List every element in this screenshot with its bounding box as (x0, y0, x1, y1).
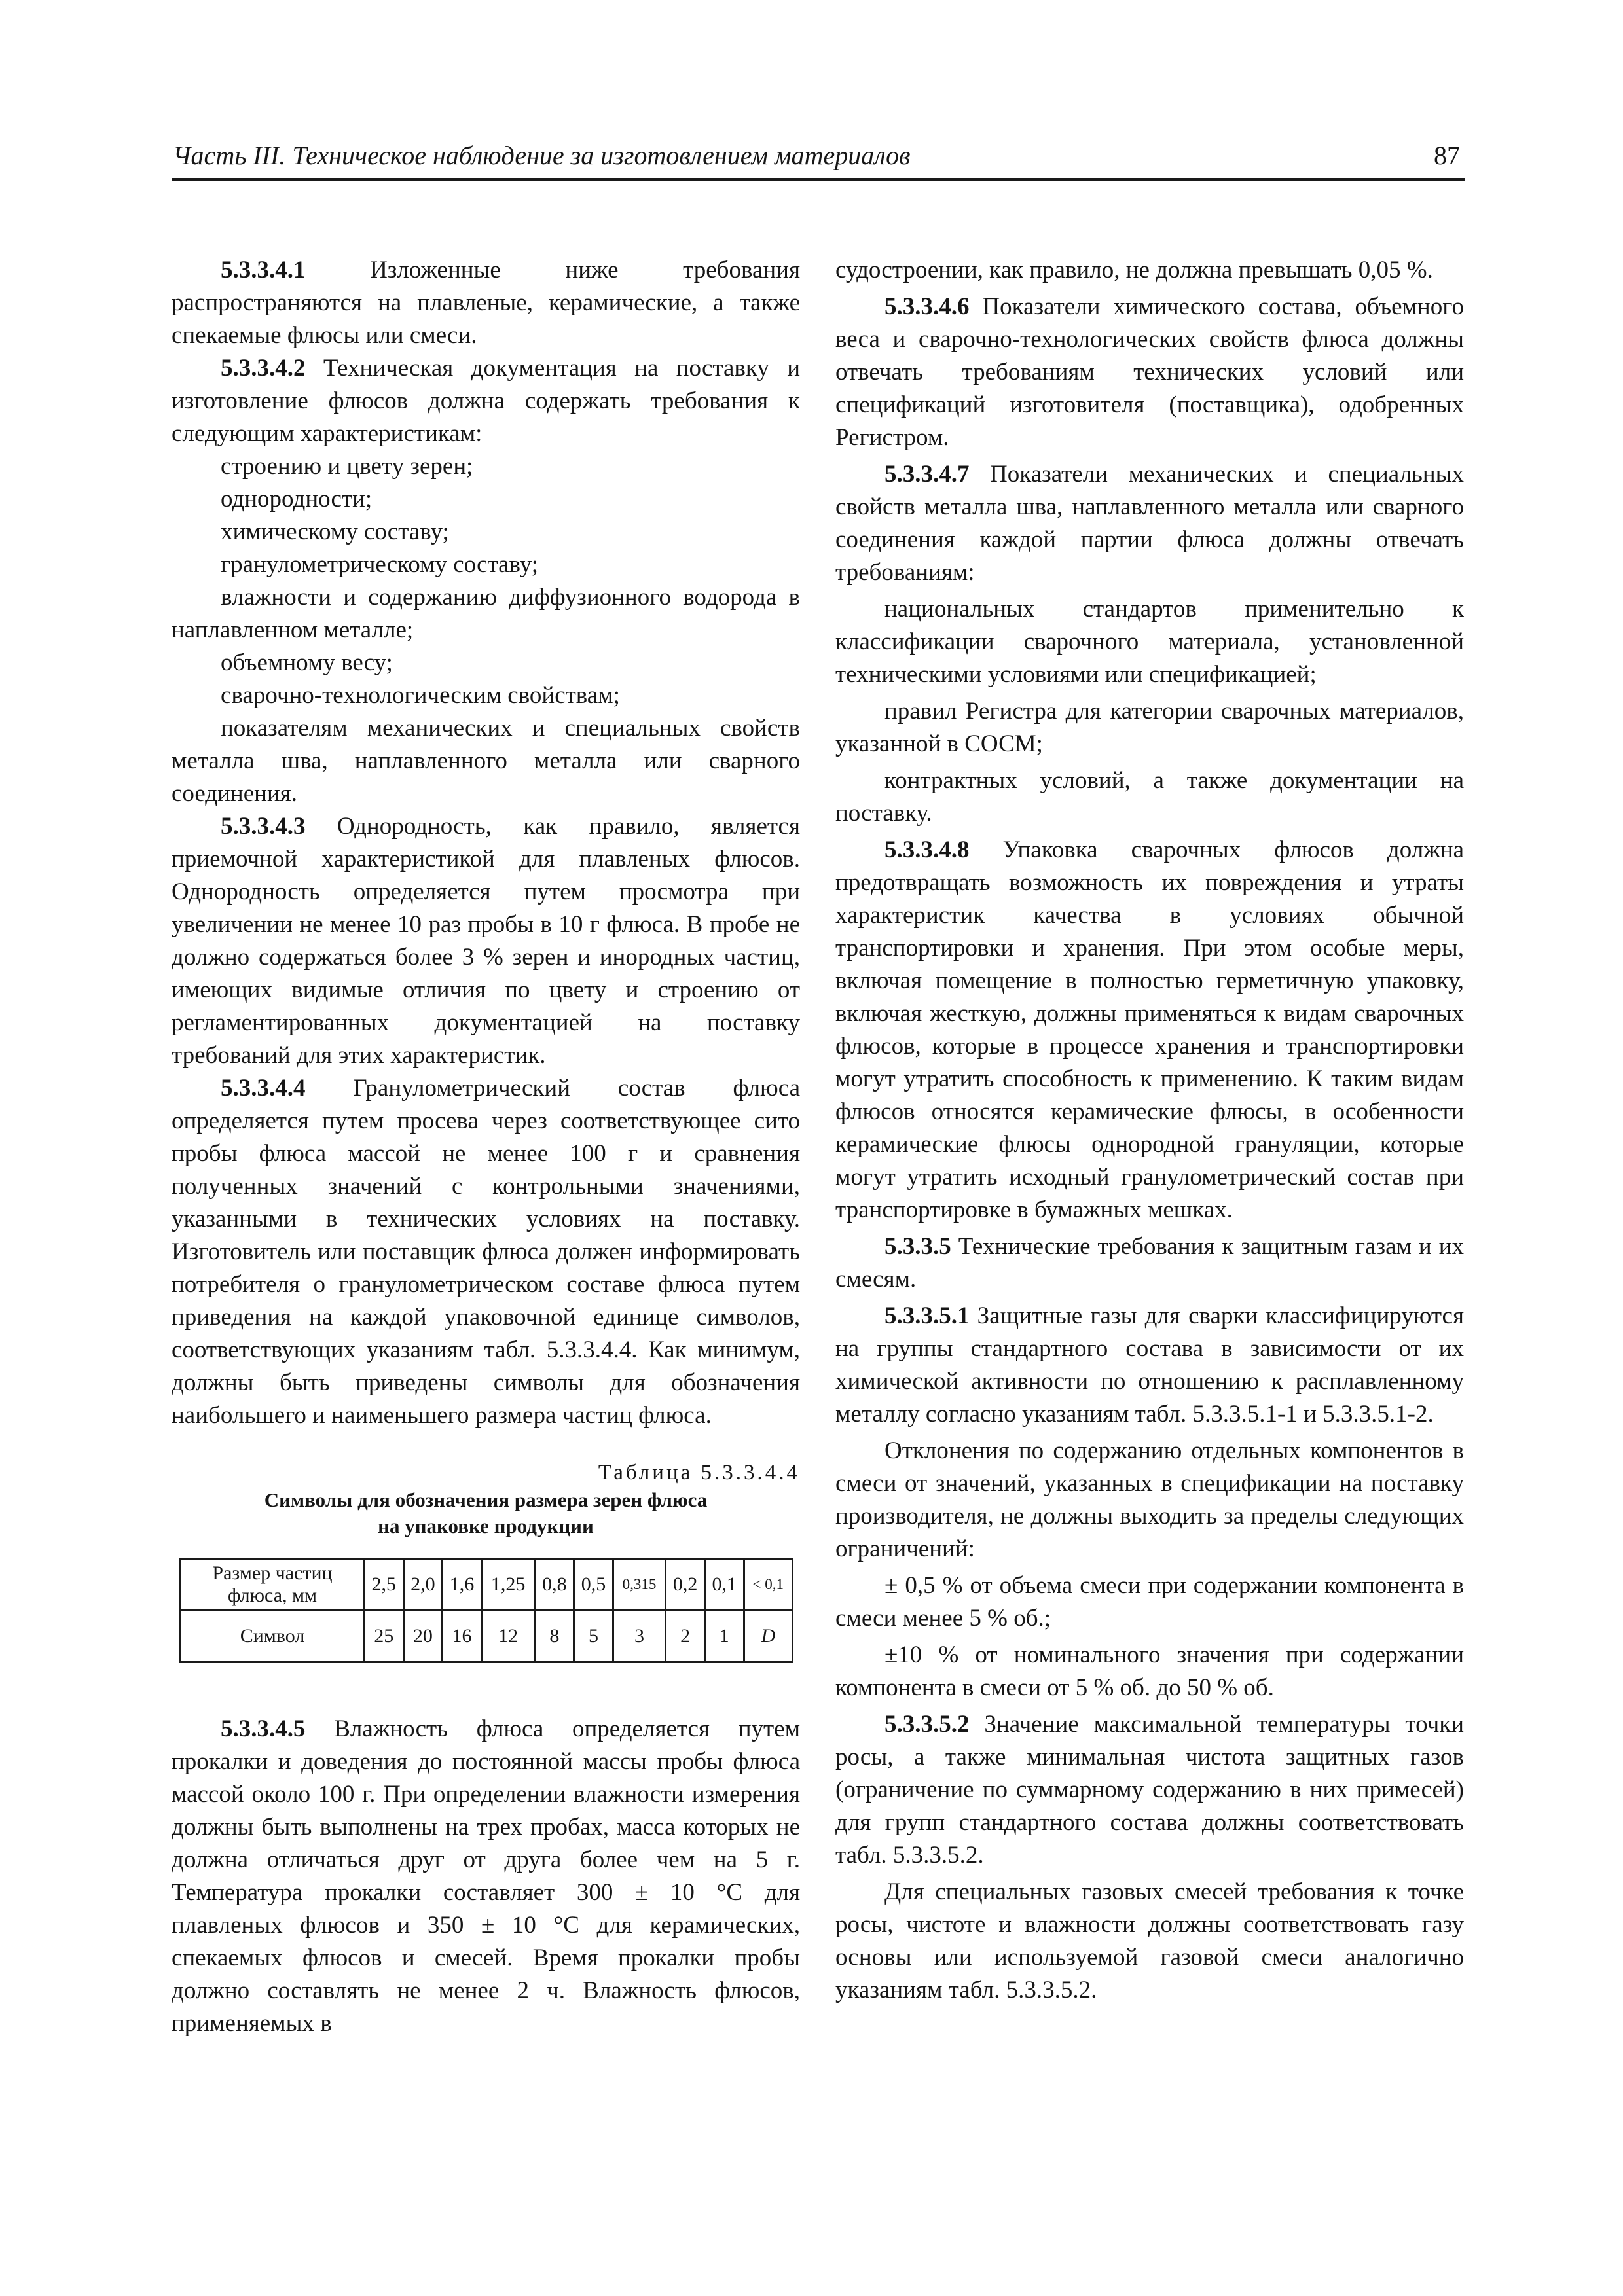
paragraph-5-3-3-4-3: 5.3.3.4.3 Однородность, как правило, является приемочной характеристикой для плавленых флюсов. Однородность определяется путем просмотра при увеличении не менее 10 раз пробы в 10 г флюса. В пробе не должно содержаться более 3 % зерен и инородных частиц, имеющих видимые отличия по цвету и строению от регламентированных документацией на поставку требований для этих характеристик. (172, 813, 800, 1069)
paragraph-5-3-3-4-8: 5.3.3.4.8 Упаковка сварочных флюсов должна предотвращать возможность их повреждения и утраты характеристик качества в условиях обычной транспортировки и хранения. При этом особые меры, включая помещение в полностью герметичную упаковку, включая жесткую, должны применяться к видам сварочных флюсов, которые в процессе хранения и транспортировки могут утратить способность к применению. К таким видам флюсов относятся керамические флюсы, в особенности керамические флюсы однородной грануляции, которые могут утратить исходный гранулометрический состав при транспортировке в бумажных мешках. (835, 836, 1464, 1223)
list-item: химическому составу; (221, 518, 449, 545)
table-cell: < 0,1 (744, 1559, 792, 1611)
list-item: ±10 % от номинального значения при содержании компонента в смеси от 5 % об. до 50 % об. (835, 1641, 1464, 1701)
table-cell: 3 (613, 1611, 666, 1662)
clause-number: 5.3.3.4.5 (221, 1715, 306, 1742)
paragraph-5-3-3-4-4: 5.3.3.4.4 Гранулометрический состав флюса определяется путем просева через соответствующее сито пробы флюса массой не менее 100 г и сравнения полученных значений с контрольными значениями, указанными в технических условиях на поставку. Изготовитель или поставщик флюса должен информировать потребителя о гранулометрическом составе флюса путем приведения на каждой упаковочной единице символов, соответствующих указаниям табл. 5.3.3.4.4. Как минимум, должны быть приведены символы для обозначения наибольшего и наименьшего размера частиц флюса. (172, 1075, 800, 1429)
table-cell: 0,2 (666, 1559, 705, 1611)
page-header (172, 139, 1465, 181)
paragraph-5-3-3-4-6: 5.3.3.4.6 Показатели химического состава, объемного веса и сварочно-технологических свойств флюса должны отвечать требованиям технических условий или спецификаций изготовителя (поставщика), одобренных Регистром. (835, 293, 1464, 451)
clause-number: 5.3.3.4.4 (221, 1075, 306, 1102)
clause-number: 5.3.3.4.1 (221, 257, 306, 283)
clause-number: 5.3.3.5.2 (884, 1711, 970, 1738)
table-cell: 0,5 (574, 1559, 613, 1611)
table-cell: 12 (481, 1611, 535, 1662)
table-cell: 25 (365, 1611, 404, 1662)
right-column (835, 254, 1464, 2007)
table-title: Символы для обозначения размера зерен флюса на упаковке продукции (264, 1488, 708, 1537)
paragraph-continuation: судостроении, как правило, не должна превышать 0,05 %. (835, 257, 1433, 283)
list-item: контрактных условий, а также документации на поставку. (835, 767, 1464, 827)
row-header: Размер частиц флюса, мм (181, 1559, 365, 1611)
paragraph-5-3-3-4-7: 5.3.3.4.7 Показатели механических и специальных свойств металла шва, наплавленного металла или сварного соединения каждой партии флюса должны отвечать требованиям: (835, 461, 1464, 586)
table-cell: 1 (704, 1611, 744, 1662)
table-cell: 2 (666, 1611, 705, 1662)
row-header: Символ (181, 1611, 365, 1662)
clause-number: 5.3.3.4.2 (221, 355, 306, 382)
paragraph-special-mixtures: Для специальных газовых смесей требования к точке росы, чистоте и влажности должны соответствовать газу основы или используемой газовой смеси аналогично указаниям табл. 5.3.3.5.2. (835, 1878, 1464, 2003)
running-title: Часть III. Техническое наблюдение за изготовлением материалов (173, 141, 911, 170)
clause-number: 5.3.3.4.7 (884, 461, 970, 488)
table-cell: 8 (535, 1611, 574, 1662)
table-cell: 16 (443, 1611, 482, 1662)
table-cell: 5 (574, 1611, 613, 1662)
table-cell: 2,0 (403, 1559, 443, 1611)
table-caption: Таблица 5.3.3.4.4 (598, 1461, 800, 1484)
paragraph-5-3-3-4-1: 5.3.3.4.1 Изложенные ниже требования распространяются на плавленые, керамические, а также спекаемые флюсы или смеси. (172, 257, 800, 349)
paragraph-5-3-3-5: 5.3.3.5 Технические требования к защитным газам и их смесям. (835, 1233, 1464, 1293)
table-row (181, 1559, 793, 1611)
clause-number: 5.3.3.5 (884, 1233, 951, 1260)
paragraph-5-3-3-4-2: 5.3.3.4.2 Техническая документация на поставку и изготовление флюсов должна содержать требования к следующим характеристикам: (172, 355, 800, 447)
table-cell: 1,6 (443, 1559, 482, 1611)
clause-number: 5.3.3.4.3 (221, 813, 306, 840)
list-item: объемному весу; (221, 649, 393, 676)
table-cell: 1,25 (481, 1559, 535, 1611)
list-item: ± 0,5 % от объема смеси при содержании компонента в смеси менее 5 % об.; (835, 1572, 1464, 1632)
list-item: сварочно-технологическим свойствам; (221, 682, 620, 709)
list-item: влажности и содержанию диффузионного водорода в наплавленном металле; (172, 584, 800, 643)
table-cell: 0,8 (535, 1559, 574, 1611)
table-cell: 0,1 (704, 1559, 744, 1611)
table-cell: 20 (403, 1611, 443, 1662)
list-item: правил Регистра для категории сварочных материалов, указанной в СОСМ; (835, 698, 1464, 757)
list-item: гранулометрическому составу; (221, 551, 539, 578)
grain-size-symbols-table (179, 1558, 793, 1663)
paragraph-5-3-3-4-5: 5.3.3.4.5 Влажность флюса определяется путем прокалки и доведения до постоянной массы пробы флюса массой около 100 г. При определении влажности измерения должны быть выполнены на трех пробах, масса которых не должна отличаться друг от друга более чем на 5 г. Температура прокалки составляет 300 ± 10 °С для плавленых флюсов и 350 ± 10 °С для керамических, спекаемых флюсов и смесей. Время прокалки пробы должно составлять не менее 2 ч. Влажность флюсов, применяемых в (172, 1715, 800, 2037)
paragraph-5-3-3-5-2: 5.3.3.5.2 Значение максимальной температуры точки росы, а также минимальная чистота защитных газов (ограничение по суммарному содержанию в них примесей) для групп стандартного состава должны соответствовать табл. 5.3.3.5.2. (835, 1711, 1464, 1869)
table-cell: D (744, 1611, 792, 1662)
paragraph-5-3-3-5-1: 5.3.3.5.1 Защитные газы для сварки классифицируются на группы стандартного состава в зависимости от их химической активности по отношению к расплавленному металлу согласно указаниям табл. 5.3.3.5.1-1 и 5.3.3.5.1-2. (835, 1302, 1464, 1427)
clause-number: 5.3.3.4.8 (884, 836, 970, 863)
list-item: показателям механических и специальных свойств металла шва, наплавленного металла или сварного соединения. (172, 715, 800, 807)
left-column (172, 254, 800, 2040)
table-cell: 0,315 (613, 1559, 666, 1611)
list-item: национальных стандартов применительно к классификации сварочного материала, установленной техническими условиями или спецификацией; (835, 596, 1464, 688)
table-row (181, 1611, 793, 1662)
list-item: строению и цвету зерен; (221, 453, 473, 480)
clause-number: 5.3.3.4.6 (884, 293, 970, 320)
paragraph-deviations: Отклонения по содержанию отдельных компонентов в смеси от значений, указанных в спецификации на поставку производителя, не должны выходить за пределы следующих ограничений: (835, 1437, 1464, 1562)
clause-number: 5.3.3.5.1 (884, 1302, 970, 1329)
list-item: однородности; (221, 486, 373, 512)
table-cell: 2,5 (365, 1559, 404, 1611)
page-number: 87 (1434, 141, 1460, 170)
